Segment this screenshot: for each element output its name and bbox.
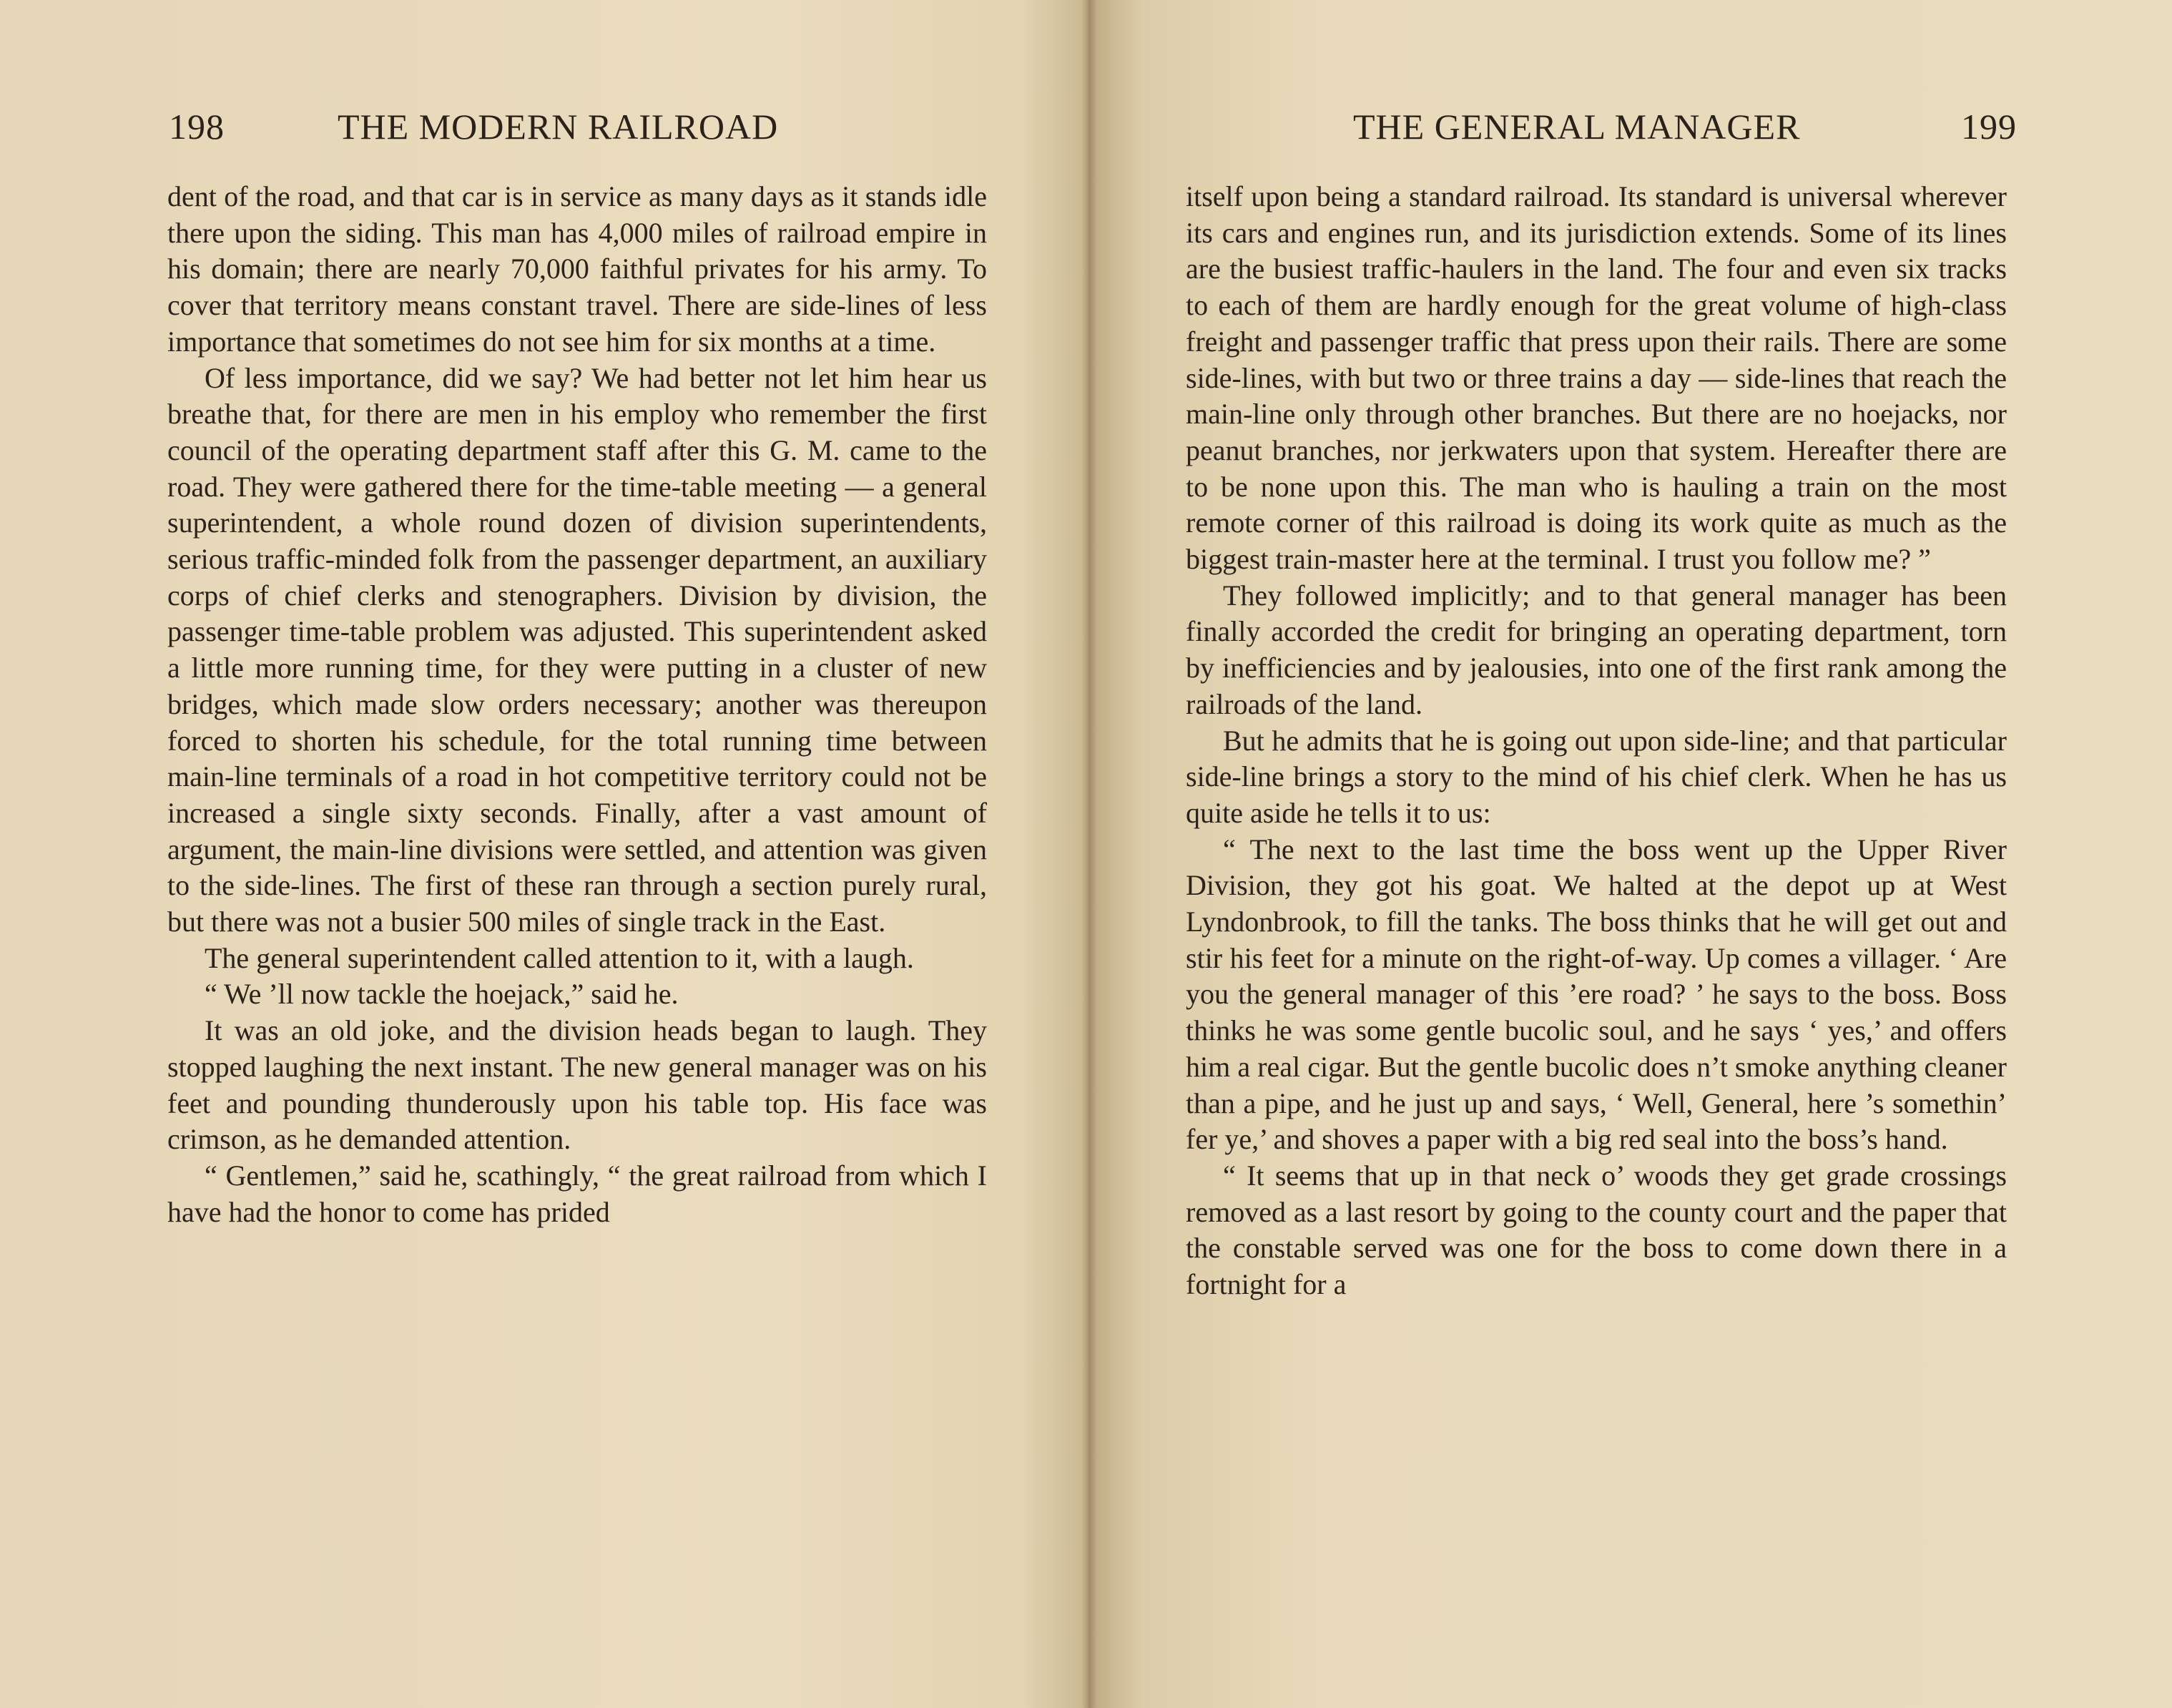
paragraph: dent of the road, and that car is in service as many days as it stands idle there upon the siding. This man has 4,000 miles of railroad empire in his domain; there are nearly 70,000 faithful privates for his army. To cover that territory means constant travel. There are side-lines of less importance that sometimes do not see him for six months at a time. [167, 180, 987, 358]
right-page-body [1186, 179, 2007, 1303]
right-page-header [1089, 106, 2147, 156]
paragraph: itself upon being a standard railroad. Its standard is universal wherever its cars and engines run, and its jurisdiction extends. Some of its lines are the busiest traffic-haulers in the land. The four and even six tracks to each of them are hardly enough for the great volume of high-class freight and passenger traffic that press upon their rails. There are some side-lines, with but two or three trains a day — side-lines that reach the main-line only through other branches. But there are no hoejacks, nor peanut branches, nor jerkwaters upon that system. Hereafter there are to be none upon this. The man who is hauling a train on the most remote corner of this railroad is doing its work quite as much as the biggest train-master here at the terminal. I trust you follow me? ” [1186, 180, 2007, 576]
running-head: THE MODERN RAILROAD [338, 107, 779, 147]
left-page-body [167, 179, 987, 1230]
page-number: 198 [169, 107, 225, 147]
paragraph: “ We ’ll now tackle the hoejack,” said he. [205, 978, 679, 1011]
left-page-header [169, 106, 991, 156]
paragraph: “ The next to the last time the boss went up the Upper River Division, they got his goat. We halted at the depot up at West Lyndonbrook, to fill the tanks. The boss thinks that he will get out and stir his feet for a minute on the right-of-way. Up comes a villager. ‘ Are you the general manager of this ’ere road? ’ he says to the boss. Boss thinks he was some gentle bucolic soul, and he says ‘ yes,’ and offers him a real cigar. But the gentle bucolic does n’t smoke anything cleaner than a pipe, and he just up and says, ‘ Well, General, here ’s somethin’ fer ye,’ and shoves a paper with a big red seal into the boss’s hand. [1186, 833, 2007, 1156]
running-head: THE GENERAL MANAGER [1353, 107, 1801, 147]
paragraph: “ It seems that up in that neck o’ woods they get grade crossings removed as a last resort by going to the county court and the paper that the constable served was one for the boss to come down there in a fortnight for a [1186, 1159, 2007, 1301]
paragraph: The general superintendent called attention to it, with a laugh. [205, 941, 914, 974]
right-page [1089, 0, 2172, 1708]
paragraph: Of less importance, did we say? We had better not let him hear us breathe that, for there are men in his employ who remember the first council of the operating department staff after this G. M. came to the road. They were gathered there for the time-table meeting — a general superintendent, a whole round dozen of division superintendents, serious traffic-minded folk from the passenger department, an auxiliary corps of chief clerks and stenographers. Division by division, the passenger time-table problem was adjusted. This superintendent asked a little more running time, for they were putting in a cluster of new bridges, which made slow orders necessary; another was thereupon forced to shorten his schedule, for the total running time between main-line terminals of a road in hot competitive territory could not be increased a single sixty seconds. Finally, after a vast amount of argument, the main-line divisions were settled, and attention was given to the side-lines. The first of these ran through a section purely rural, but there was not a busier 500 miles of single track in the East. [167, 361, 987, 938]
paragraph: But he admits that he is going out upon side-line; and that particular side-line brings a story to the mind of his chief clerk. When he has us quite aside he tells it to us: [1186, 724, 2007, 829]
book-gutter [1081, 0, 1097, 1708]
paragraph: It was an old joke, and the division heads began to laugh. They stopped laughing the next instant. The new general manager was on his feet and pounding thunderously upon his table top. His face was crimson, as he demanded attention. [167, 1014, 987, 1156]
paragraph: They followed implicitly; and to that general manager has been finally accorded the credit for bringing an operating department, torn by inefficiencies and by jealousies, into one of the first rank among the railroads of the land. [1186, 579, 2007, 720]
paragraph: “ Gentlemen,” said he, scathingly, “ the great railroad from which I have had the honor to come has prided [167, 1159, 987, 1228]
page-number: 199 [1961, 107, 2017, 147]
